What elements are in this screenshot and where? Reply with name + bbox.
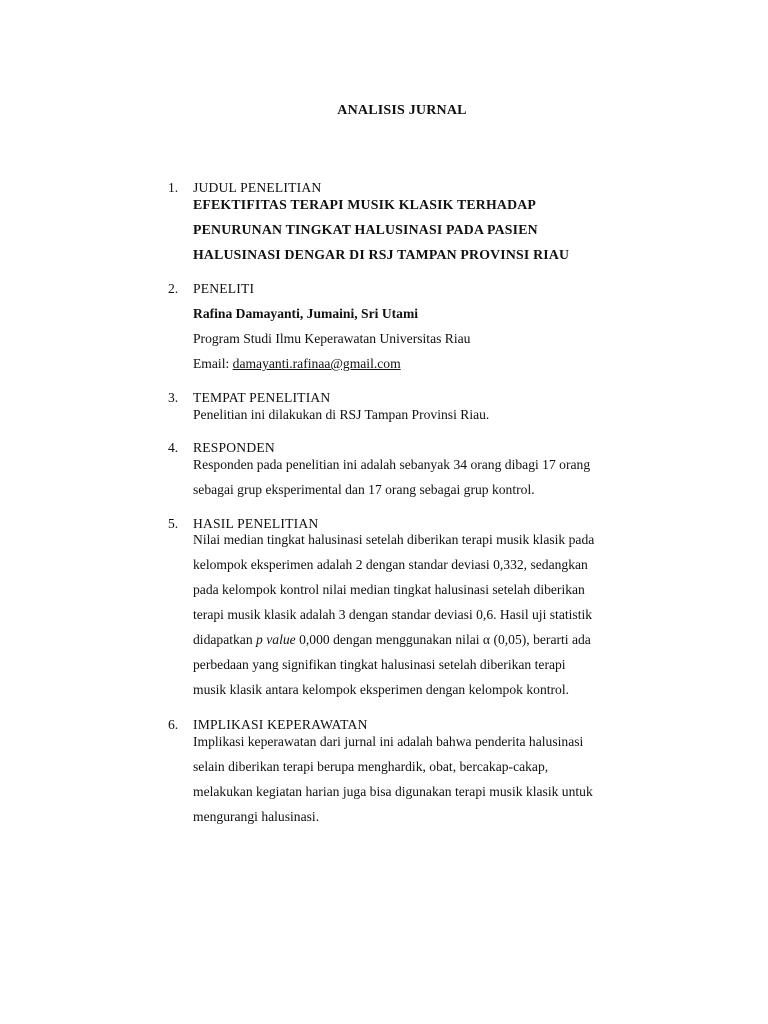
authors: Rafina Damayanti, Jumaini, Sri Utami bbox=[193, 306, 419, 321]
body-line: selain diberikan terapi berupa menghardik, obat, bercakap-cakap, bbox=[193, 759, 549, 774]
section-heading: RESPONDEN bbox=[193, 440, 275, 455]
body-line: musik klasik antara kelompok eksperimen dengan kelompok kontrol. bbox=[193, 682, 570, 697]
section-body bbox=[193, 406, 663, 431]
email-link[interactable]: damayanti.rafinaa@gmail.com bbox=[232, 356, 401, 371]
research-title-line: PENURUNAN TINGKAT HALUSINASI PADA PASIEN bbox=[193, 222, 538, 237]
section-heading: IMPLIKASI KEPERAWATAN bbox=[193, 717, 368, 732]
p-value-term: p value bbox=[256, 632, 296, 647]
section-body bbox=[193, 733, 663, 833]
email-line bbox=[193, 355, 663, 380]
body-line: perbedaan yang signifikan tingkat halusinasi setelah diberikan terapi bbox=[193, 657, 566, 672]
section-body bbox=[193, 305, 663, 380]
affiliation: Program Studi Ilmu Keperawatan Universitas Riau bbox=[193, 331, 471, 346]
section-number: 6. bbox=[168, 717, 179, 732]
section-heading: PENELITI bbox=[193, 281, 255, 296]
section-number: 3. bbox=[168, 390, 179, 405]
body-text: 0,000 dengan menggunakan nilai α (0,05), berarti ada bbox=[295, 632, 591, 647]
section-number: 2. bbox=[168, 281, 179, 296]
body-line: melakukan kegiatan harian juga bisa digunakan terapi musik klasik untuk bbox=[193, 784, 593, 799]
section-heading: JUDUL PENELITIAN bbox=[193, 180, 322, 195]
body-line: pada kelompok kontrol nilai median tingkat halusinasi setelah diberikan bbox=[193, 582, 585, 597]
body-line: Penelitian ini dilakukan di RSJ Tampan Provinsi Riau. bbox=[193, 407, 490, 422]
body-line bbox=[193, 631, 663, 656]
email-label: Email: bbox=[193, 356, 233, 371]
body-line: Implikasi keperawatan dari jurnal ini adalah bahwa penderita halusinasi bbox=[193, 734, 584, 749]
section-number: 5. bbox=[168, 516, 179, 531]
section-number: 4. bbox=[168, 440, 179, 455]
section-number: 1. bbox=[168, 180, 179, 195]
body-line: terapi musik klasik adalah 3 dengan standar deviasi 0,6. Hasil uji statistik bbox=[193, 607, 593, 622]
body-text: didapatkan bbox=[193, 632, 257, 647]
body-line: Responden pada penelitian ini adalah sebanyak 34 orang dibagi 17 orang bbox=[193, 457, 591, 472]
research-title-line: EFEKTIFITAS TERAPI MUSIK KLASIK TERHADAP bbox=[193, 197, 537, 212]
research-title-line: HALUSINASI DENGAR DI RSJ TAMPAN PROVINSI RIAU bbox=[193, 247, 570, 262]
section-heading: TEMPAT PENELITIAN bbox=[193, 390, 331, 405]
section-body bbox=[193, 531, 663, 706]
body-line: Nilai median tingkat halusinasi setelah diberikan terapi musik klasik pada bbox=[193, 532, 595, 547]
section-heading: HASIL PENELITIAN bbox=[193, 516, 319, 531]
document-title: ANALISIS JURNAL bbox=[337, 103, 467, 118]
section-body bbox=[193, 196, 663, 271]
section-body bbox=[193, 456, 663, 506]
body-line: sebagai grup eksperimental dan 17 orang sebagai grup kontrol. bbox=[193, 482, 535, 497]
body-line: mengurangi halusinasi. bbox=[193, 809, 320, 824]
body-line: kelompok eksperimen adalah 2 dengan standar deviasi 0,332, sedangkan bbox=[193, 557, 588, 572]
